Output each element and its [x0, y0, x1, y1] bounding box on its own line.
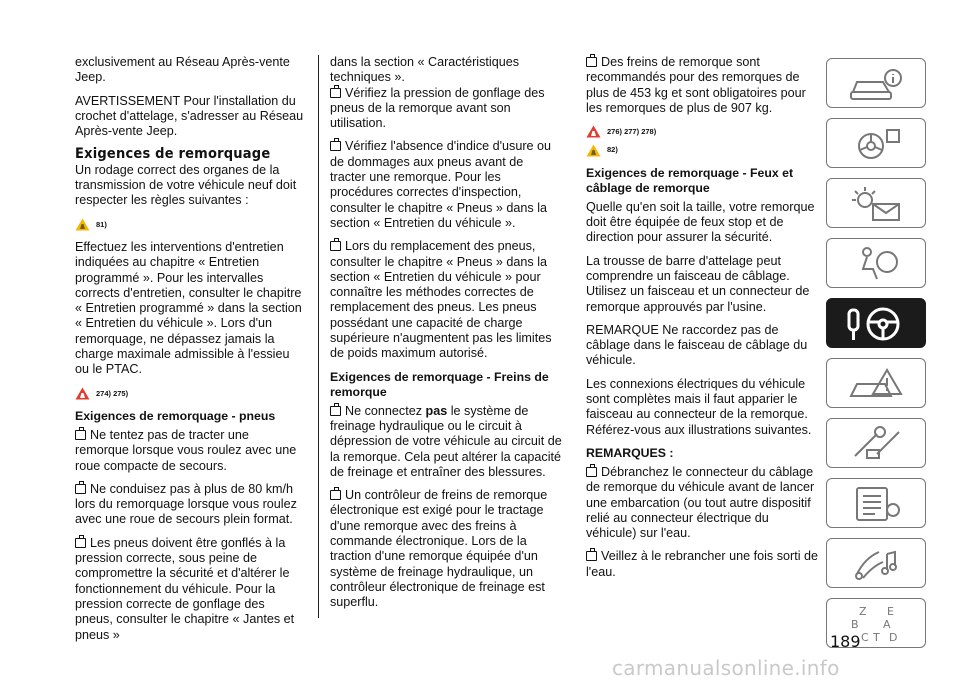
- warning-number: 274) 275): [96, 388, 129, 398]
- paragraph: REMARQUE Ne raccordez pas de câblage dans le faisceau de câblage du véhicule.: [586, 322, 808, 368]
- safety-icon: [847, 124, 907, 164]
- index-letter: T: [873, 631, 880, 644]
- paragraph: AVERTISSEMENT Pour l'installation du crochet d'attelage, s'adresser au Réseau Après-vente Jeep.: [75, 93, 304, 139]
- index-letter: A: [883, 618, 891, 631]
- key-steering-icon: [847, 304, 907, 344]
- bullet-icon: [330, 241, 341, 251]
- paragraph: La trousse de barre d'attelage peut comprendre un faisceau de câblage. Utilisez un faisceau et un connecteur de remorque approuvés par l'usine.: [586, 253, 810, 314]
- paragraph: Les connexions électriques du véhicule sont complètes mais il faut apparier le faisceau au connecteur de la remorque. Référez-vous aux illustrations suivantes.: [586, 376, 812, 437]
- bullet-icon: [586, 551, 597, 561]
- list-item: Ne tentez pas de tracter une remorque lorsque vous roulez avec une roue compacte de secours.: [75, 427, 297, 473]
- car-info-icon: [847, 64, 907, 104]
- section-heading: Exigences de remorquage: [75, 146, 271, 163]
- page-number: 189: [830, 632, 861, 651]
- multimedia-icon: [847, 544, 907, 584]
- bullet-icon: [75, 538, 86, 548]
- chapter-tabs: [826, 58, 926, 658]
- paragraph: Un rodage correct des organes de la transmission de votre véhicule neuf doit respecter les règles suivantes :: [75, 162, 297, 208]
- tab-multimedia[interactable]: [826, 538, 926, 588]
- subsection-heading: Exigences de remorquage - Freins de remorque: [330, 369, 549, 399]
- bullet-icon: [75, 484, 86, 494]
- warning-ref: [586, 124, 818, 139]
- index-letter: E: [887, 605, 894, 618]
- lights-mail-icon: [847, 184, 907, 224]
- list-item: Un contrôleur de freins de remorque électronique est exigé pour le tractage d'une remorque avec des freins à commande électronique. Lors de la traction d'une remorque équipée d'un système de freinage hydraulique, un contrôleur électronique de freinage est superflu.: [330, 488, 548, 610]
- column-1: [75, 55, 305, 651]
- warning-icon: [586, 125, 601, 138]
- tools-icon: [847, 424, 907, 464]
- bullet-icon: [586, 467, 597, 477]
- paragraph: Effectuez les interventions d'entretien indiquées au chapitre « Entretien programmé ». Pour les intervalles corrects d'entretien, consulter le chapitre « Entretien programmé » dans la section « Entretien du véhicule ». Lors d'un remorquage, ne dépassez jamais la charge maximale admissible à l'essieu ou le PTAC.: [75, 239, 302, 377]
- warning-icon: [75, 218, 90, 231]
- tab-specs[interactable]: [826, 478, 926, 528]
- paragraph: Quelle qu'en soit la taille, votre remorque doit être équipée de feux stop et de direction pour assurer la sécurité.: [586, 199, 815, 245]
- index-letter: D: [889, 631, 898, 644]
- list-item: Ne connectez pas le système de freinage hydraulique ou le circuit à dépression de votre véhicule au circuit de la remorque. Cela peut altérer la capacité de freinage et entraîner des blessures.: [330, 403, 562, 479]
- tab-lights[interactable]: [826, 178, 926, 228]
- specs-icon: [847, 484, 907, 524]
- list-item: Les pneus doivent être gonflés à la pression correcte, sous peine de compromettre la sécurité et d'altérer le fonctionnement du véhicule. Pour la pression correcte de gonflage des pneus, consulter le chapitre « Jantes et pneus »: [75, 535, 295, 642]
- list-item: Vérifiez l'absence d'indice d'usure ou de dommages aux pneus avant de tracter une remorque. Pour les procédures correctes d'inspection, consulter le chapitre « Pneus » dans la section « Entretien du véhicule ».: [330, 139, 552, 230]
- warning-icon: [586, 144, 601, 157]
- bullet-icon: [330, 490, 341, 500]
- subsection-heading: Exigences de remorquage - pneus: [75, 408, 276, 423]
- warning-ref: [586, 142, 818, 157]
- paragraph: exclusivement au Réseau Après-vente Jeep.: [75, 55, 290, 85]
- warning-number: 276) 277) 278): [607, 127, 657, 137]
- warning-ref: [75, 217, 305, 232]
- subsection-heading: Exigences de remorquage - Feux et câblage de remorque: [586, 165, 794, 195]
- tab-airbag[interactable]: [826, 238, 926, 288]
- column-3: [586, 55, 818, 588]
- column-separator: [318, 55, 319, 618]
- tab-car-info[interactable]: [826, 58, 926, 108]
- tab-safety[interactable]: [826, 118, 926, 168]
- bullet-icon: [75, 430, 86, 440]
- watermark: carmanualsonline.info: [612, 656, 840, 680]
- column-2: [330, 55, 562, 619]
- list-item: Débranchez le connecteur du câblage de remorque du véhicule avant de lancer une embarcation (ou tout autre dispositif relié au connecteur électrique du véhicule) sur l'eau.: [586, 464, 815, 541]
- airbag-icon: [847, 244, 907, 284]
- list-item: Vérifiez la pression de gonflage des pneus de la remorque avant son utilisation.: [330, 85, 545, 131]
- index-letter: C: [861, 631, 869, 644]
- tab-emergency[interactable]: [826, 358, 926, 408]
- subsection-heading: REMARQUES :: [586, 445, 674, 460]
- list-item: Des freins de remorque sont recommandés pour des remorques de plus de 453 kg et sont obligatoires pour les remorques de plus de 907 kg.: [586, 55, 806, 115]
- list-item: Lors du remplacement des pneus, consulter le chapitre « Pneus » dans la section « Entretien du véhicule » pour connaître les méthodes correctes de remplacement des pneus. Les pneus possédant une capacité de charge supérieure n'augmentent pas les limites de poids maximum autorisé.: [330, 239, 552, 361]
- bullet-icon: [330, 141, 341, 151]
- index-letter: Z: [859, 605, 867, 618]
- index-letter: B: [851, 618, 859, 631]
- tab-starting-driving[interactable]: [826, 298, 926, 348]
- bullet-icon: [330, 88, 341, 98]
- bullet-icon: [330, 406, 341, 416]
- warning-number: 82): [607, 145, 618, 155]
- paragraph: dans la section « Caractéristiques techniques ».: [330, 55, 520, 85]
- list-item: Ne conduisez pas à plus de 80 km/h lors du remorquage lorsque vous roulez avec une roue de secours plein format.: [75, 481, 297, 527]
- list-item: Veillez à le rebrancher une fois sorti de l'eau.: [586, 549, 819, 579]
- warning-icon: [75, 387, 90, 400]
- warning-ref: [75, 386, 305, 401]
- tab-servicing[interactable]: [826, 418, 926, 468]
- bullet-icon: [586, 57, 597, 67]
- warning-number: 81): [96, 219, 107, 229]
- warning-car-icon: [847, 364, 907, 404]
